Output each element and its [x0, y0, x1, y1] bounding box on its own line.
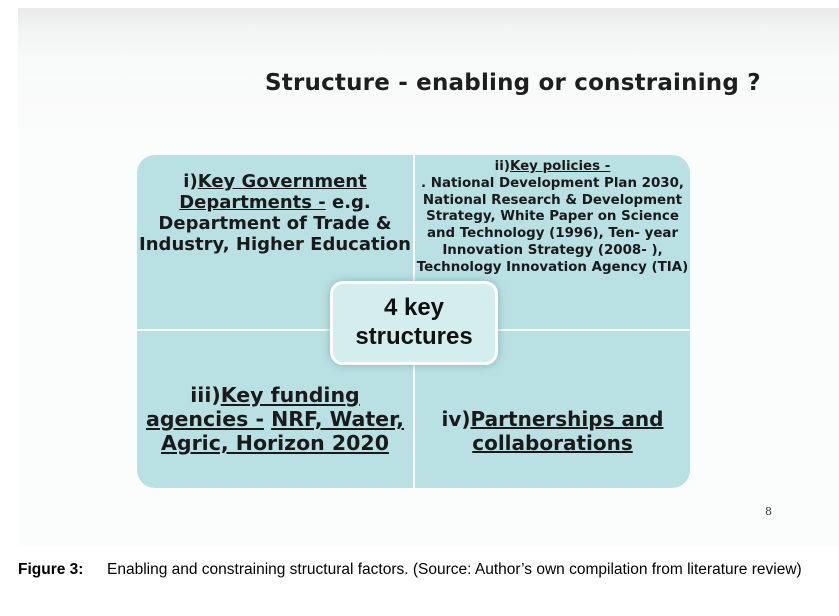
slide-top-strip	[18, 8, 839, 30]
caption-text: Enabling and constraining structural factors. (Source: Author’s own compilation from literature review)	[107, 561, 802, 578]
quadrant-heading: Partnerships and collaborations	[470, 407, 664, 455]
quadrant-heading: Key Government Departments -	[179, 171, 367, 213]
quadrant-prefix: iv)	[441, 407, 471, 431]
center-label: 4 key structures	[355, 294, 473, 350]
quadrant-prefix: ii)	[494, 159, 510, 174]
center-label-box	[330, 281, 498, 365]
quadrant-prefix: iii)	[190, 383, 221, 407]
quadrant-prefix: i)	[183, 171, 198, 192]
slide-title: Structure - enabling or constraining ?	[265, 70, 761, 96]
quadrant-heading: Key funding agencies -	[146, 383, 360, 431]
caption-label: Figure 3:	[18, 561, 84, 578]
quadrant-heading: Key policies -	[509, 159, 611, 174]
quadrant-body: . National Development Plan 2030, National Research & Development Strategy, White Paper on Science and Technology (1996), Ten- year Innovation Strategy (2008- ), Technology Innovation Agency (TIA)	[416, 175, 689, 275]
page-number: 8	[765, 505, 772, 518]
quadrant-body: NRF, Water, Agric, Horizon 2020	[161, 407, 404, 455]
quadrant-body: e.g. Department of Trade & Industry, Higher Education	[139, 192, 411, 255]
